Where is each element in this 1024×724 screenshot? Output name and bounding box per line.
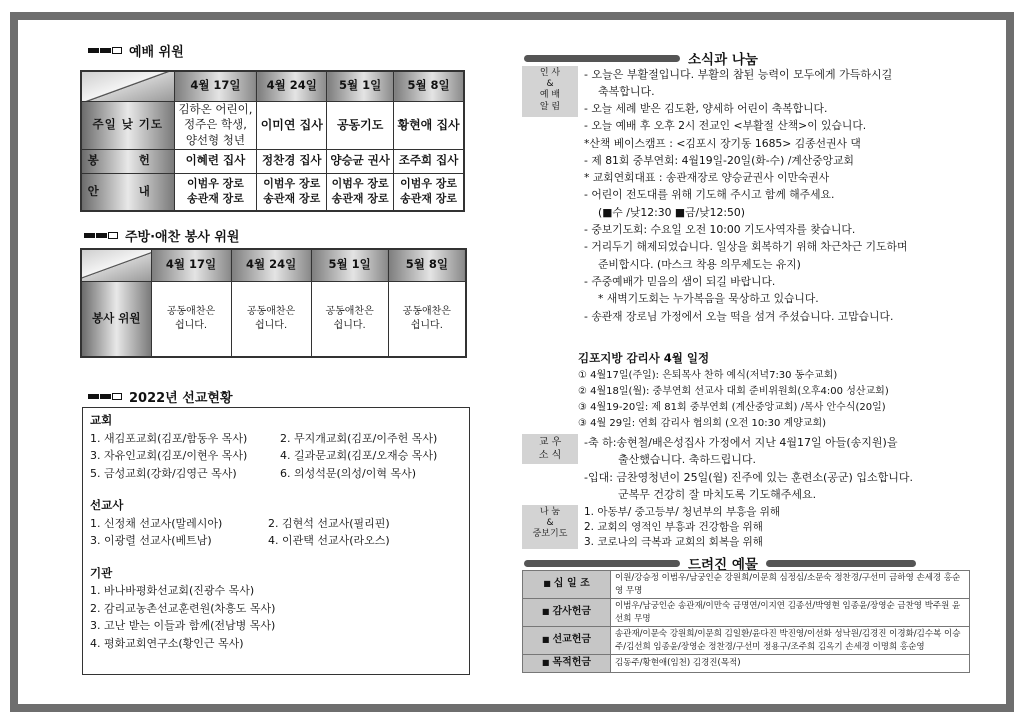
- kitchen-section-title: 주방·애찬 봉사 위원: [84, 226, 239, 245]
- mission-section-title: 2022년 선교현황: [88, 387, 233, 406]
- offering-key: ■ 십 일 조: [523, 571, 611, 599]
- square-bullet-icon: ■: [543, 579, 551, 589]
- table-cell: 공동애찬은 쉽니다.: [388, 281, 466, 357]
- church-heading: 교회: [90, 413, 113, 427]
- offering-section-title: 드려진 예물: [524, 553, 916, 573]
- table-cell: 김하온 어린이, 정주은 학생, 양선형 청년: [174, 101, 257, 149]
- table-cell: 양승균 권사: [327, 149, 394, 173]
- date-header: 5월 1일: [327, 71, 394, 101]
- list-item: 3. 자유인교회(김포/이현우 목사) 4. 길과문교회(김포/오재승 목사): [90, 449, 438, 462]
- date-header: 4월 17일: [151, 249, 231, 281]
- table-cell: 황현애 집사: [394, 101, 464, 149]
- list-item: 2. 감리교농촌선교훈련원(차흥도 목사): [90, 601, 276, 615]
- category-label: 교 우 소 식: [522, 434, 578, 464]
- offering-key: ■ 선교헌금: [523, 627, 611, 655]
- list-item: 5. 금성교회(강화/김영근 목사) 6. 의성석문(의성/이혁 목사): [90, 466, 417, 480]
- list-item: ① 4월17일(주일): 은퇴목사 찬하 예식(저녁7:30 동수교회): [578, 370, 838, 381]
- table-cell: 이범우 장로 송관재 장로: [327, 173, 394, 211]
- table-cell: 공동기도: [327, 101, 394, 149]
- table-corner: [81, 249, 151, 281]
- offering-table: [522, 570, 970, 673]
- title-marker-icon: [88, 389, 123, 404]
- news-list: [522, 66, 970, 325]
- news-greeting: 인 사 & 예 배 - 오늘은 부활절입니다. 부활의 참된 능력이 모두에게 가득하시길 축복합니다.: [522, 66, 970, 100]
- list-item: 1. 신정채 선교사(말레시아) 2. 김현석 선교사(필리핀): [90, 516, 390, 530]
- date-header: 4월 24일: [231, 249, 311, 281]
- date-header: 5월 1일: [311, 249, 388, 281]
- table-cell: 공동애찬은 쉽니다.: [151, 281, 231, 357]
- list-item: 3. 고난 받는 이들과 함께(전남병 목사): [90, 619, 276, 632]
- title-bar: [524, 560, 680, 567]
- list-item: ③ 4월19-20일: 제 81회 중부연회 (계산중앙교회) /목사 안수식(20일): [578, 402, 886, 413]
- title-bar: [524, 55, 680, 62]
- news-notices: 알 림 - 오늘 세례 받은 김도환, 양세하 어린이 축복합니다. - 오늘 예배 후 오후 2시 전교인 <부활절 산책>이 있습니다. *산책 베이스캠프 : <김포시 장기동 1685> 김종선권사 댁 - 제 81회 중부연회: 4월19일-20일(화-수) /계산중앙교회 * 교회연회대표 : 송관재장로 양승균권사 이만숙권사 - 어린이 전도대를 위해 기도해 주시고 함께 해주세요. (■수 /낮12:30 ■금/낮12:50) - 중보기도회: 수요일 오전 10:00 기도사역자를 찾습니다. - 거리두기 해제되었습니다. 일상을 회복하기 위해 차근차근 기도하며 준비합시다. (마스크 착용 의무제도는 유지) - 주중예배가 믿음의 샘이 되길 바랍니다. * 새벽기도회는 누가복음을 묵상하고 있습니다. - 송관재 장로님 가정에서 오늘 떡을 섬겨 주셨습니다. 고맙습니다.: [522, 100, 970, 325]
- schedule-box: [578, 350, 889, 432]
- table-cell: 이범우 장로 송관재 장로: [257, 173, 327, 211]
- list-item: 3. 이광렬 선교사(베트남) 4. 이관택 선교사(라오스): [90, 534, 390, 547]
- square-bullet-icon: ■: [541, 607, 550, 617]
- row-label: 봉사 위원: [81, 281, 151, 357]
- missionary-heading: 선교사: [90, 498, 124, 512]
- worship-section-title: 예배 위원: [88, 41, 184, 60]
- table-cell: 이미연 집사: [257, 101, 327, 149]
- offering-names: 김동주/황현애(임천) 김경진(목적): [611, 655, 970, 673]
- table-cell: 공동애찬은 쉽니다.: [311, 281, 388, 357]
- square-bullet-icon: ■: [541, 635, 550, 645]
- news-section-title: 소식과 나눔: [524, 48, 758, 68]
- date-header: 4월 17일: [174, 71, 257, 101]
- row-label: 주일 낮 기도: [81, 101, 174, 149]
- offering-key: ■ 목적헌금: [523, 655, 611, 673]
- org-heading: 기관: [90, 565, 113, 580]
- table-cell: 정찬경 집사: [257, 149, 327, 173]
- offering-key: ■ 감사헌금: [523, 599, 611, 627]
- list-item: 1. 새김포교회(김포/함동우 목사) 2. 무지개교회(김포/이주헌 목사): [90, 431, 438, 445]
- title-marker-icon: [84, 228, 119, 243]
- kitchen-table: [80, 248, 467, 358]
- table-cell: 이혜련 집사: [174, 149, 257, 173]
- list-item: ② 4월18일(월): 중부연회 선교사 대회 준비위원회(오후4:00 성산교회): [578, 386, 889, 397]
- square-bullet-icon: ■: [541, 658, 550, 668]
- list-item: 1. 바나바평화선교회(진광수 목사): [90, 584, 255, 597]
- title-marker-icon: [88, 43, 123, 58]
- schedule-title: 김포지방 감리사 4월 일정: [578, 351, 710, 365]
- title-bar: [766, 560, 916, 567]
- date-header: 4월 24일: [257, 71, 327, 101]
- category-label: 알 림: [522, 100, 578, 117]
- table-cell: 공동애찬은 쉽니다.: [231, 281, 311, 357]
- table-cell: 이범우 장로 송관재 장로: [174, 173, 257, 211]
- worship-table: [80, 70, 465, 212]
- offering-names: 이범우/남궁인순 송관재/이만숙 금명연/이지연 김종선/박영현 임종윤/장영순 금찬영 박주원 윤선희 무명: [611, 599, 970, 627]
- table-cell: 이범우 장로 송관재 장로: [394, 173, 464, 211]
- offering-names: 송관재/이문숙 강원희/이문희 김일환/윤다진 박진영/이선화 성낙원/김경진 이경화/김수복 이승주/김선희 임종윤/장영순 정찬경/구선미 정용구/조주희 김옥기 손세경 이명희 홍순영: [611, 627, 970, 655]
- category-label: 인 사 & 예 배: [522, 66, 578, 100]
- date-header: 5월 8일: [388, 249, 466, 281]
- offering-names: 이원/강승정 이범우/남궁인순 강원희/이문희 심정심/소문숙 정찬경/구선미 금하영 손세경 홍순영 무명: [611, 571, 970, 599]
- table-cell: 조주희 집사: [394, 149, 464, 173]
- row-label: 안 내: [81, 173, 174, 211]
- category-label: 나 눔 & 중보기도: [522, 505, 578, 549]
- list-item: ③ 4월 29일: 연회 감리사 협의회 (오전 10:30 계양교회): [578, 418, 827, 429]
- mission-box: [82, 407, 470, 675]
- date-header: 5월 8일: [394, 71, 464, 101]
- news-members: 교 우 소 식 -축 하:송현철/배은성집사 가정에서 지난 4월17일 아들(송지원)을 출산했습니다. 축하드립니다. -입대: 금찬영청년이 25일(월) 진주에 있는 훈련소(공군) 입소합니다. 군복무 건강히 잘 마치도록 기도해주세요. 나 눔 & 중보기도 1. 아동부/ 중고등부/ 청년부의 부흥을 위해 2. 교회의 영적인 부흥과 건강함을 위해 3. 코로나의 극복과 교회의 회복을 위해: [522, 434, 970, 550]
- table-corner: [81, 71, 174, 101]
- list-item: 4. 평화교회연구소(황인근 목사): [90, 636, 244, 650]
- row-label: 봉 헌: [81, 149, 174, 173]
